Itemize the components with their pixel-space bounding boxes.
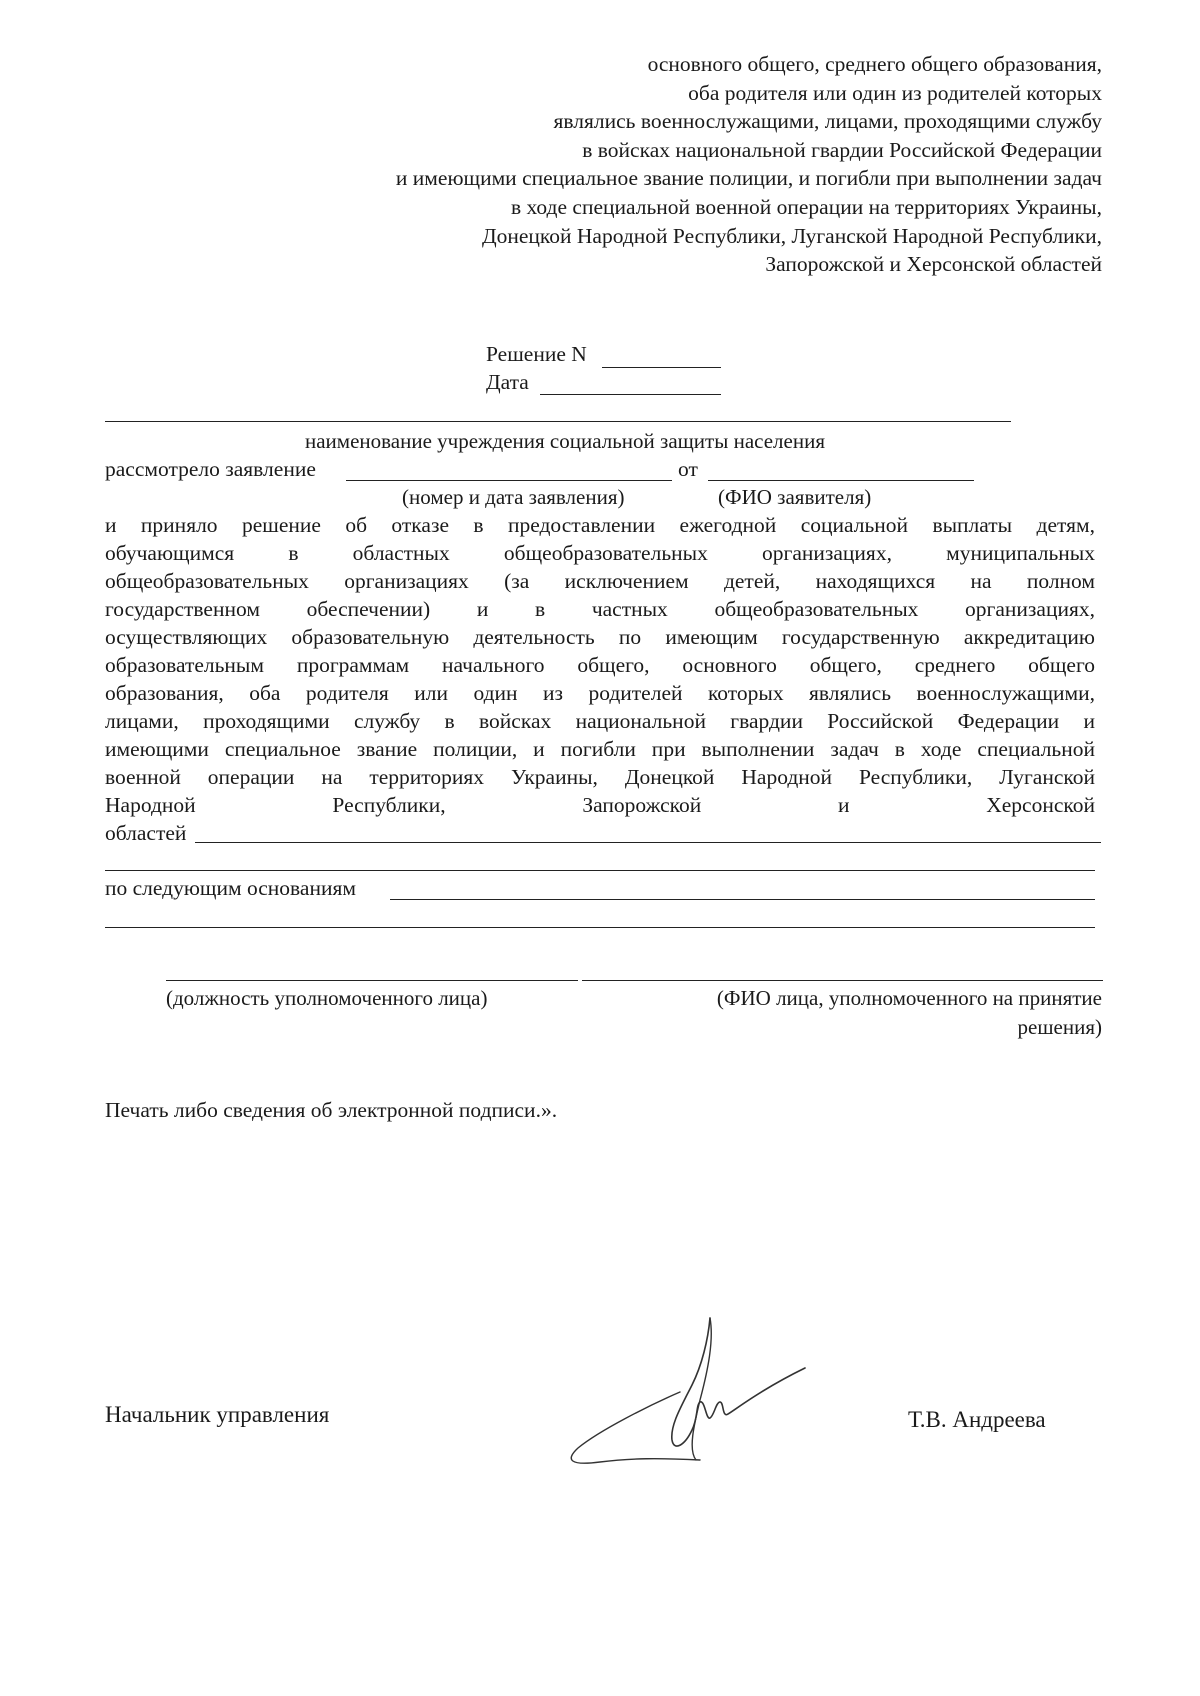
document-header bbox=[396, 50, 1102, 279]
authorized-person-caption: (ФИО лица, уполномоченного на принятие bbox=[716, 986, 1102, 1010]
body-line: государственном обеспечении) и в частных общеобразовательных организациях, bbox=[105, 597, 1095, 621]
body-line: и приняло решение об отказе в предоставлении ежегодной социальной выплаты детям, bbox=[105, 513, 1095, 537]
decision-text bbox=[105, 511, 1095, 847]
application-caption: (номер и дата заявления) bbox=[402, 485, 625, 509]
body-line: общеобразовательных организациях (за исключением детей, находящихся на полном bbox=[105, 569, 1095, 593]
review-label: рассмотрело заявление bbox=[105, 457, 316, 481]
header-line: и имеющими специальное звание полиции, и погибли при выполнении задач bbox=[395, 166, 1102, 191]
institution-name-field[interactable] bbox=[105, 421, 1011, 422]
decision-date-field[interactable] bbox=[540, 394, 721, 395]
body-line: военной операции на территориях Украины, Донецкой Народной Республики, Луганской bbox=[105, 765, 1095, 789]
grounds-field[interactable] bbox=[105, 927, 1095, 928]
header-line: оба родителя или один из родителей которых bbox=[688, 80, 1102, 105]
grounds-field[interactable] bbox=[390, 899, 1095, 900]
header-line: в ходе специальной военной операции на территориях Украины, bbox=[510, 194, 1102, 219]
header-line: являлись военнослужащими, лицами, проходящими службу bbox=[553, 109, 1102, 134]
from-label: от bbox=[678, 457, 698, 481]
refusal-detail-field[interactable] bbox=[105, 870, 1095, 871]
body-line: образовательным программам начального общего, основного общего, среднего общего bbox=[105, 653, 1095, 677]
seal-note: Печать либо сведения об электронной подписи.». bbox=[105, 1098, 558, 1122]
decision-date-label: Дата bbox=[486, 370, 529, 394]
signatory-name: Т.В. Андреева bbox=[908, 1407, 1046, 1432]
decision-number-field[interactable] bbox=[602, 367, 721, 368]
position-caption: (должность уполномоченного лица) bbox=[166, 986, 488, 1010]
body-line: образования, оба родителя или один из родителей которых являлись военнослужащими, bbox=[105, 681, 1095, 705]
body-line: обучающимся в областных общеобразовательных организациях, муниципальных bbox=[105, 541, 1095, 565]
applicant-caption: (ФИО заявителя) bbox=[718, 485, 872, 509]
application-field[interactable] bbox=[346, 480, 672, 481]
header-line: Донецкой Народной Республики, Луганской Народной Республики, bbox=[481, 223, 1102, 248]
decision-number-label: Решение N bbox=[486, 342, 587, 366]
header-line: в войсках национальной гвардии Российской Федерации bbox=[582, 137, 1102, 162]
body-line: имеющими специальное звание полиции, и погибли при выполнении задач в ходе специальной bbox=[105, 737, 1095, 761]
grounds-label: по следующим основаниям bbox=[105, 876, 356, 900]
refusal-detail-field[interactable] bbox=[195, 842, 1101, 843]
signatory-title: Начальник управления bbox=[105, 1402, 330, 1427]
applicant-field[interactable] bbox=[708, 480, 974, 481]
header-line: основного общего, среднего общего образования, bbox=[647, 52, 1102, 76]
body-line: осуществляющих образовательную деятельность по имеющим государственную аккредитацию bbox=[105, 625, 1095, 649]
body-last-word: областей bbox=[105, 821, 187, 845]
authorized-person-field[interactable] bbox=[582, 980, 1103, 981]
position-field[interactable] bbox=[166, 980, 578, 981]
institution-caption: наименование учреждения социальной защиты населения bbox=[305, 429, 825, 453]
authorized-person-caption-cont: решения) bbox=[1017, 1015, 1102, 1039]
header-line: Запорожской и Херсонской областей bbox=[765, 252, 1102, 277]
handwritten-signature bbox=[560, 1310, 820, 1470]
body-line: лицами, проходящими службу в войсках национальной гвардии Российской Федерации и bbox=[105, 709, 1095, 733]
body-line: Народной Республики, Запорожской и Херсонской bbox=[105, 793, 1095, 817]
